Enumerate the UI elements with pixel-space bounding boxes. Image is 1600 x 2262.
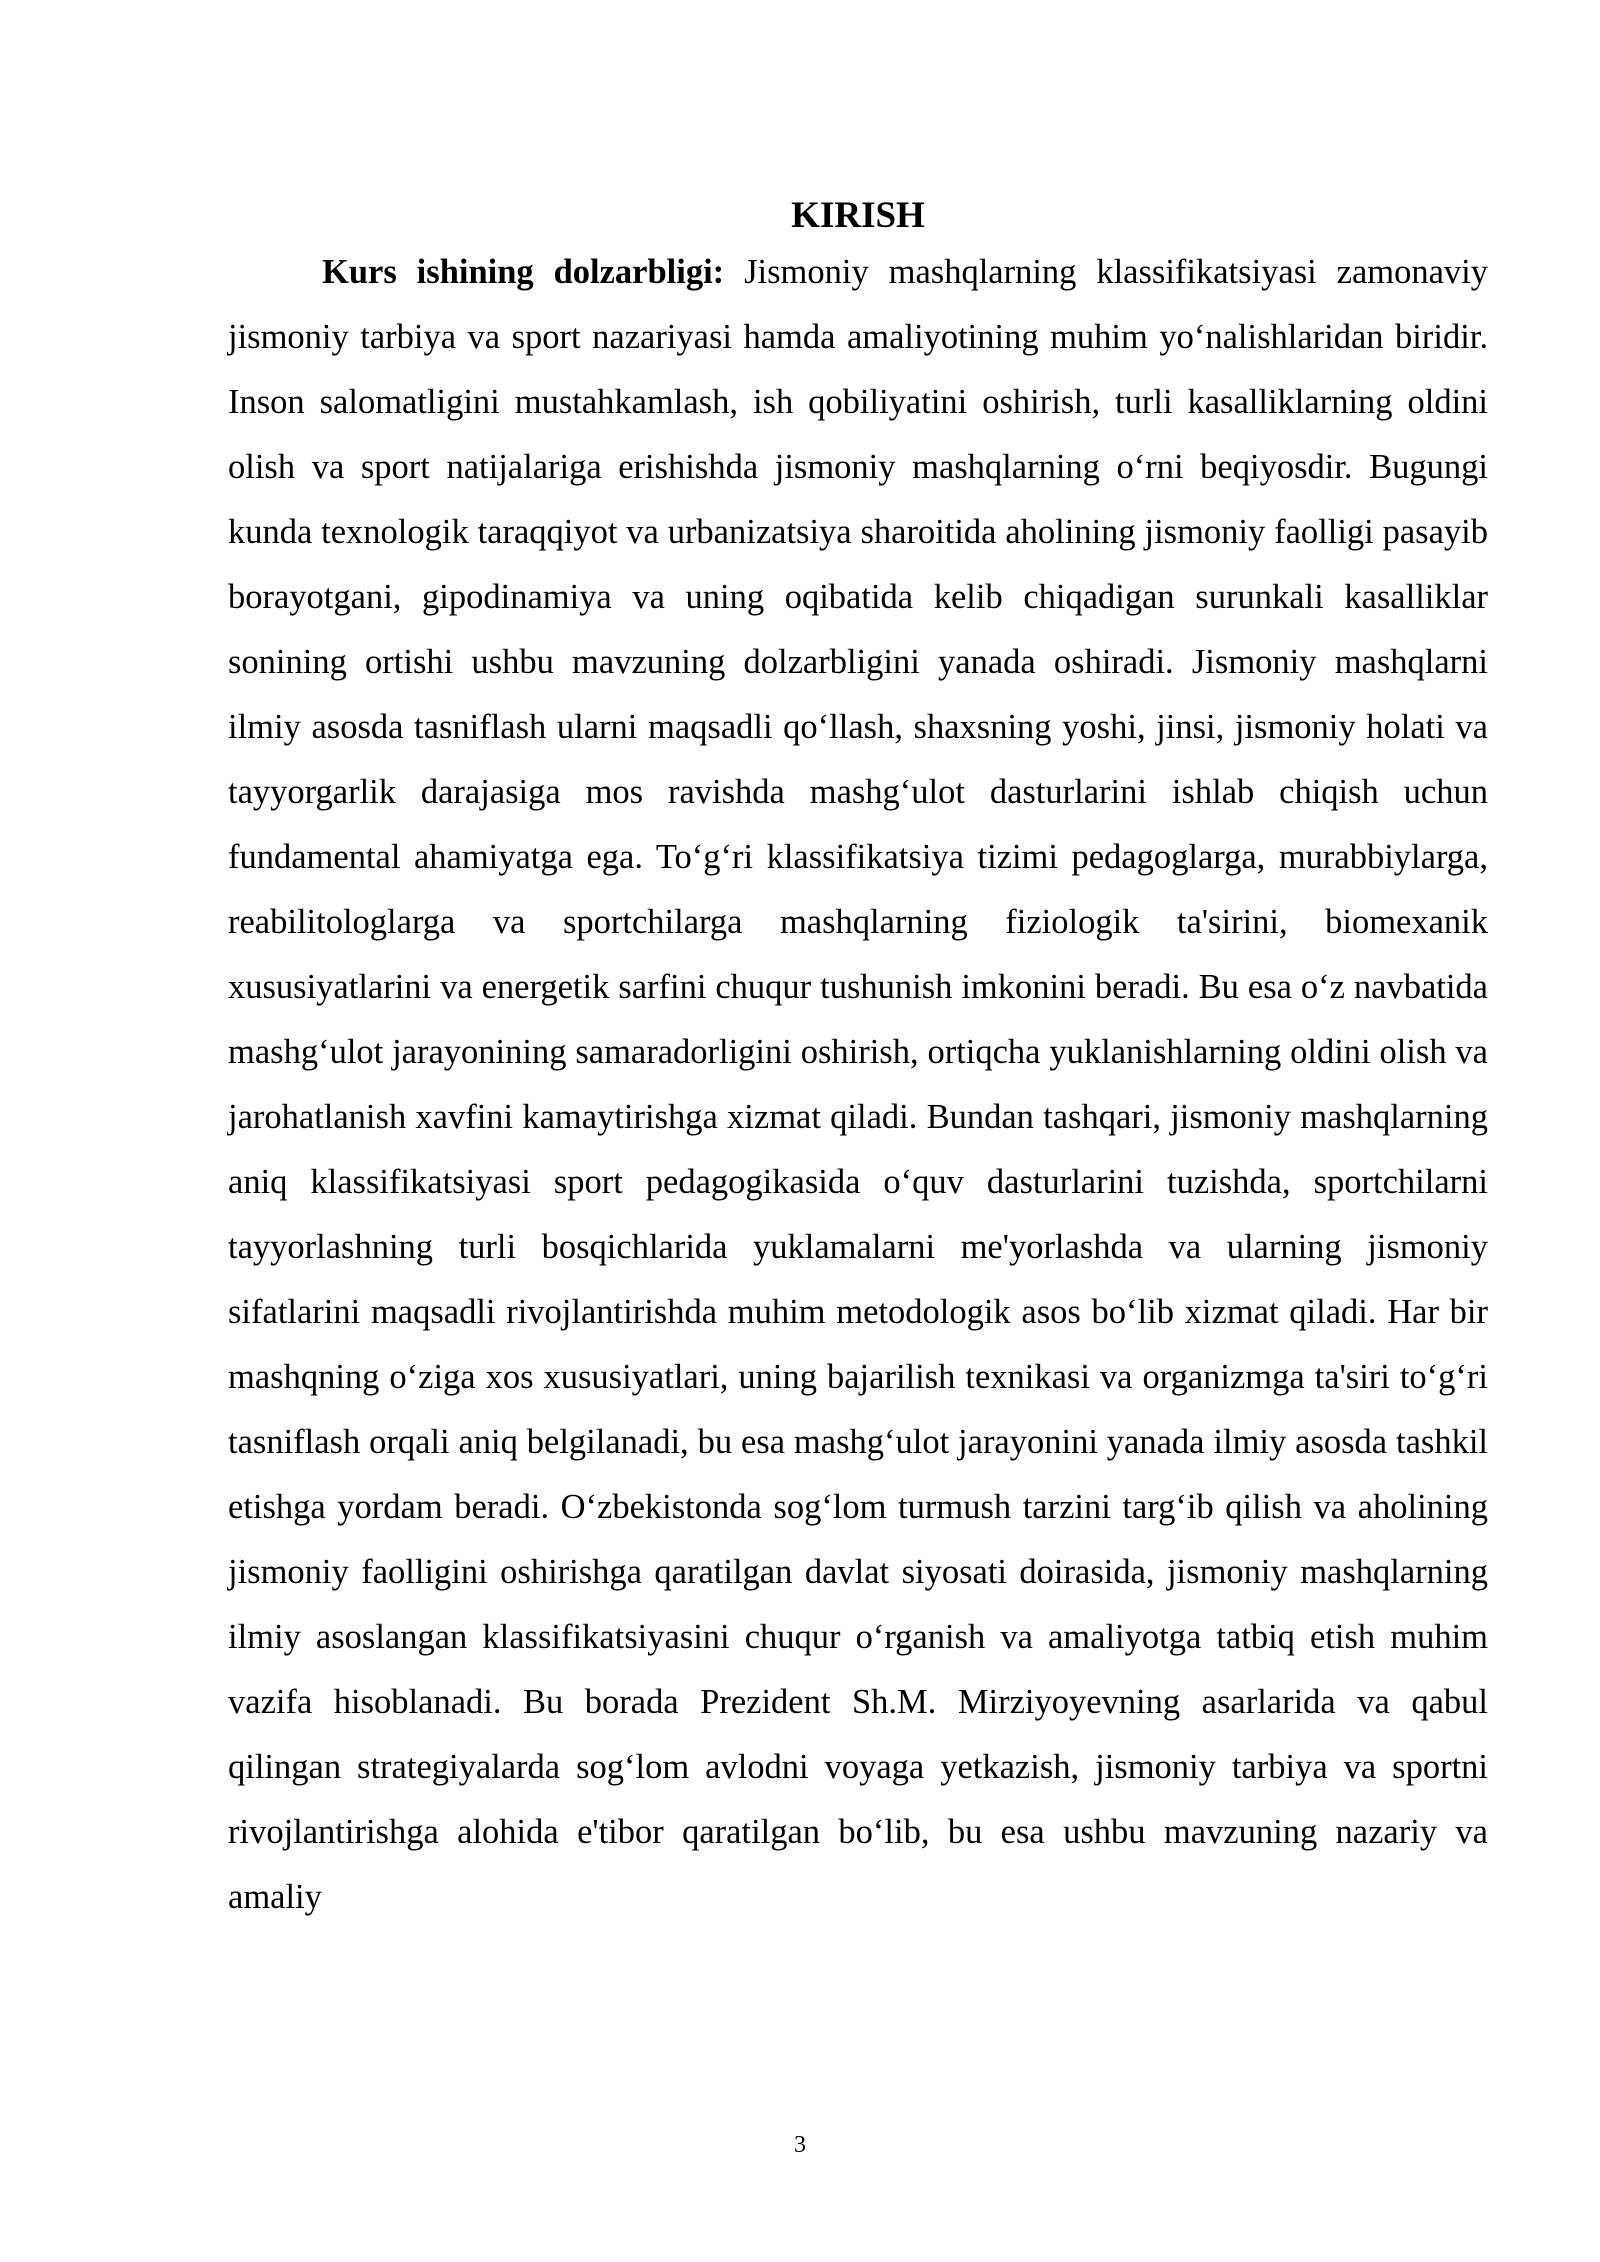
body-paragraph xyxy=(228,240,1488,1930)
section-heading: KIRISH xyxy=(791,195,925,236)
paragraph-lead: Kurs ishining dolzarbligi: xyxy=(322,253,725,291)
page-number: 3 xyxy=(794,2132,806,2158)
paragraph-text: Jismoniy mashqlarning klassifikatsiyasi zamonaviy jismoniy tarbiya va sport nazariyasi hamda amaliyotining muhim yo‘nalishlaridan biridir. Inson salomatligini mustahkamlash, ish qobiliyatini oshirish, turli kasalliklarning oldini olish va sport natijalariga erishishda jismoniy mashqlarning o‘rni beqiyosdir. Bugungi kunda texnologik taraqqiyot va urbanizatsiya sharoitida aholining jismoniy faolligi pasayib borayotgani, gipodinamiya va uning oqibatida kelib chiqadigan surunkali kasalliklar sonining ortishi ushbu mavzuning dolzarbligini yanada oshiradi. Jismoniy mashqlarni ilmiy asosda tasniflash ularni maqsadli qo‘llash, shaxsning yoshi, jinsi, jismoniy holati va tayyorgarlik darajasiga mos ravishda mashg‘ulot dasturlarini ishlab chiqish uchun fundamental ahamiyatga ega. To‘g‘ri klassifikatsiya tizimi pedagoglarga, murabbiylarga, reabilitologlarga va sportchilarga mashqlarning fiziologik ta'sirini, biomexanik xususiyatlarini va energetik sarfini chuqur tushunish imkonini beradi. Bu esa o‘z navbatida mashg‘ulot jarayonining samaradorligini oshirish, ortiqcha yuklanishlarning oldini olish va jarohatlanish xavfini kamaytirishga xizmat qiladi. Bundan tashqari, jismoniy mashqlarning aniq klassifikatsiyasi sport pedagogikasida o‘quv dasturlarini tuzishda, sportchilarni tayyorlashning turli bosqichlarida yuklamalarni me'yorlashda va ularning jismoniy sifatlarini maqsadli rivojlantirishda muhim metodologik asos bo‘lib xizmat qiladi. Har bir mashqning o‘ziga xos xususiyatlari, uning bajarilish texnikasi va organizmga ta'siri to‘g‘ri tasniflash orqali aniq belgilanadi, bu esa mashg‘ulot jarayonini yanada ilmiy asosda tashkil etishga yordam beradi. O‘zbekistonda sog‘lom turmush tarzini targ‘ib qilish va aholining jismoniy faolligini oshirishga qaratilgan davlat siyosati doirasida, jismoniy mashqlarning ilmiy asoslangan klassifikatsiyasini chuqur o‘rganish va amaliyotga tatbiq etish muhim vazifa hisoblanadi. Bu borada Prezident Sh.M. Mirziyoyevning asarlarida va qabul qilingan strategiyalarda sog‘lom avlodni voyaga yetkazish, jismoniy tarbiya va sportni rivojlantirishga alohida e'tibor qaratilgan bo‘lib, bu esa ushbu mavzuning nazariy va amaliy xyxy=(228,253,1488,1916)
